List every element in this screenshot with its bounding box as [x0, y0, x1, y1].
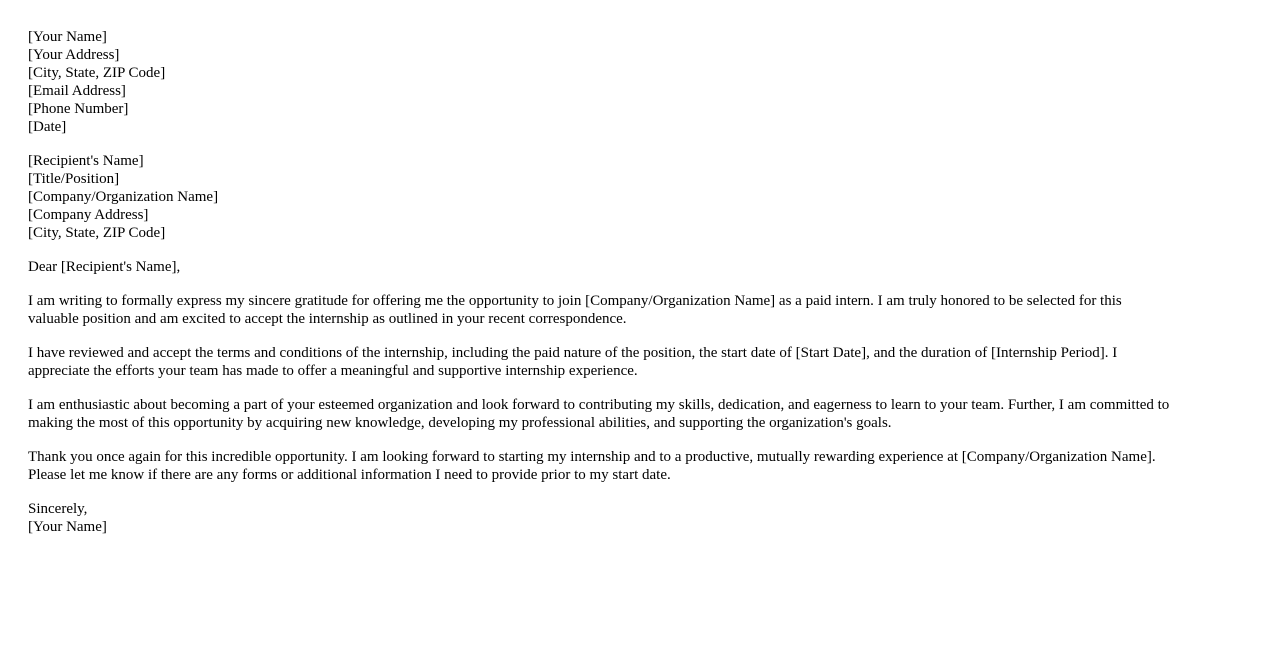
paragraph-line: Thank you once again for this incredible opportunity. I am looking forward to starting my internship and to a productive, mutually rewarding experience at [Company/Organization Name]. — [28, 449, 1156, 465]
salutation — [28, 258, 1253, 276]
recipient-company: [Company/Organization Name] — [28, 189, 219, 205]
paragraph-line: appreciate the efforts your team has made to offer a meaningful and supportive internship experience. — [28, 363, 638, 379]
recipient-name: [Recipient's Name] — [28, 153, 144, 169]
sender-address: [Your Address] — [28, 47, 120, 63]
closing-block — [28, 500, 1253, 536]
paragraph-line: valuable position and am excited to accept the internship as outlined in your recent correspondence. — [28, 311, 627, 327]
body-paragraph-3 — [28, 396, 1253, 432]
paragraph-line: I am writing to formally express my sincere gratitude for offering me the opportunity to join [Company/Organization Name] as a paid intern. I am truly honored to be selected for this — [28, 293, 1122, 309]
recipient-title: [Title/Position] — [28, 171, 120, 187]
recipient-address: [Company Address] — [28, 207, 149, 223]
sender-block — [28, 28, 1253, 136]
paragraph-line: making the most of this opportunity by acquiring new knowledge, developing my professional abilities, and supporting the organization's goals. — [28, 415, 892, 431]
sender-name: [Your Name] — [28, 29, 107, 45]
salutation-text: Dear [Recipient's Name], — [28, 259, 181, 275]
paragraph-line: I am enthusiastic about becoming a part of your esteemed organization and look forward to contributing my skills, dedication, and eagerness to learn to your team. Further, I am committed to — [28, 397, 1170, 413]
sender-city-state-zip: [City, State, ZIP Code] — [28, 65, 166, 81]
body-paragraph-1 — [28, 292, 1253, 328]
recipient-city-state-zip: [City, State, ZIP Code] — [28, 225, 166, 241]
paragraph-line: Please let me know if there are any forms or additional information I need to provide prior to my start date. — [28, 467, 671, 483]
paragraph-line: I have reviewed and accept the terms and conditions of the internship, including the paid nature of the position, the start date of [Start Date], and the duration of [Internship Period]. I — [28, 345, 1118, 361]
recipient-block — [28, 152, 1253, 242]
letter-document — [28, 28, 1253, 536]
sender-phone: [Phone Number] — [28, 101, 129, 117]
signature-name: [Your Name] — [28, 519, 107, 535]
body-paragraph-2 — [28, 344, 1253, 380]
letter-date: [Date] — [28, 119, 67, 135]
sender-email: [Email Address] — [28, 83, 126, 99]
body-paragraph-4 — [28, 448, 1253, 484]
valediction: Sincerely, — [28, 501, 88, 517]
